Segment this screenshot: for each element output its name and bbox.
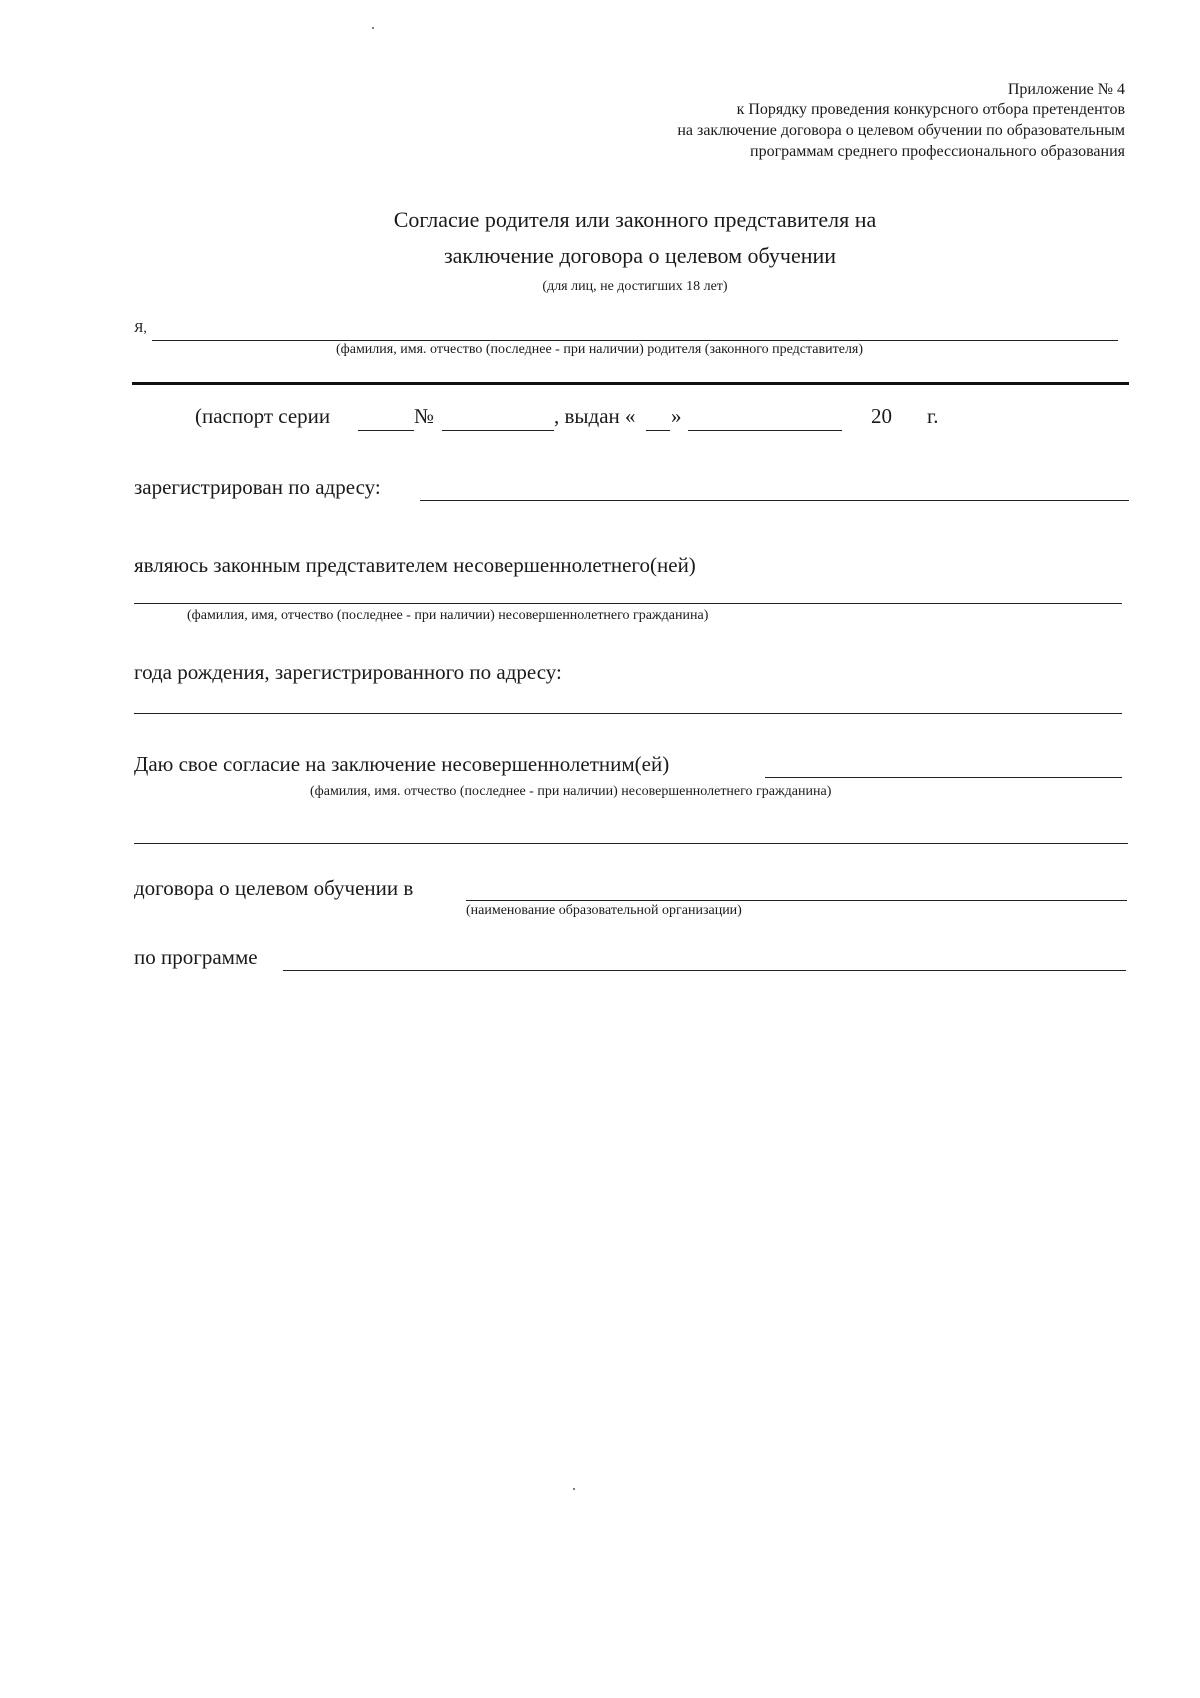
- organization-caption: (наименование образовательной организации): [466, 903, 742, 918]
- minor-address-field[interactable]: [134, 713, 1122, 714]
- minor-name-field-2[interactable]: [765, 777, 1122, 778]
- appendix-line-1: Приложение № 4: [1007, 81, 1125, 98]
- passport-year-suffix: г.: [927, 404, 939, 428]
- registered-address-field[interactable]: [420, 500, 1129, 501]
- passport-year-prefix: 20: [871, 404, 892, 428]
- document-title-line-2: заключение договора о целевом обучении: [443, 243, 837, 268]
- birth-year-label: года рождения, зарегистрированного по адресу:: [134, 660, 562, 684]
- appendix-line-4: программам среднего профессионального образования: [750, 143, 1125, 160]
- passport-number-field[interactable]: [442, 430, 554, 431]
- consent-label: Даю свое согласие на заключение несовершеннолетним(ей): [134, 752, 670, 776]
- passport-issue-day-field[interactable]: [646, 430, 670, 431]
- program-label: по программе: [134, 945, 258, 969]
- parent-name-field[interactable]: [152, 340, 1118, 341]
- passport-series-field[interactable]: [358, 430, 414, 431]
- program-field[interactable]: [283, 970, 1126, 971]
- minor-name-field[interactable]: [134, 603, 1122, 604]
- passport-series-label: (паспорт серии: [195, 404, 331, 428]
- scan-speck: [372, 27, 374, 29]
- passport-number-label: №: [414, 404, 435, 428]
- passport-issued-close: »: [671, 404, 682, 428]
- passport-issued-label: , выдан «: [554, 404, 636, 428]
- passport-issue-month-field[interactable]: [688, 430, 842, 431]
- minor-name-caption: (фамилия, имя, отчество (последнее - при наличии) несовершеннолетнего гражданина): [187, 608, 709, 623]
- parent-name-caption: (фамилия, имя. отчество (последнее - при наличии) родителя (законного представителя): [336, 342, 864, 357]
- document-title-line-1: Согласие родителя или законного представителя на: [393, 207, 877, 232]
- appendix-line-3: на заключение договора о целевом обучении по образовательным: [677, 122, 1125, 139]
- organization-field[interactable]: [466, 900, 1127, 901]
- representative-label: являюсь законным представителем несовершеннолетнего(ней): [134, 553, 696, 577]
- contract-label: договора о целевом обучении в: [134, 876, 414, 900]
- appendix-line-2: к Порядку проведения конкурсного отбора претендентов: [736, 101, 1125, 118]
- document-subtitle: (для лиц, не достигших 18 лет): [542, 279, 728, 294]
- parent-name-field-continued[interactable]: [132, 382, 1129, 385]
- registered-address-label: зарегистрирован по адресу:: [134, 475, 381, 499]
- i-label: Я,: [134, 321, 147, 336]
- scan-speck: [573, 1488, 575, 1490]
- minor-name-field-2-continued[interactable]: [134, 843, 1128, 844]
- minor-name-caption-2: (фамилия, имя. отчество (последнее - при наличии) несовершеннолетнего гражданина): [310, 784, 832, 799]
